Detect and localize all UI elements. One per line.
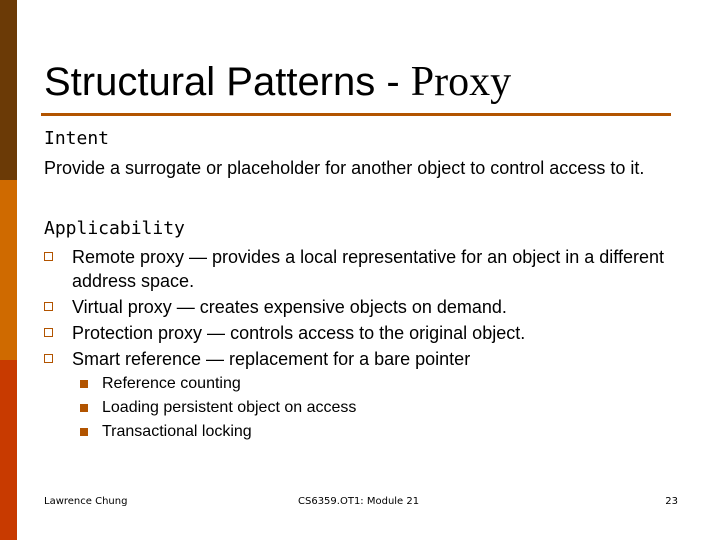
applicability-heading: Applicability [44,218,185,239]
sub-list-item-text: Loading persistent object on access [102,399,357,416]
slide-title-main: Structural Patterns - [44,60,411,104]
sub-list-item-text: Transactional locking [102,423,252,440]
list-item-text: Remote proxy — provides a local representative for an object in a different address space. [72,247,664,291]
list-item-text: Smart reference — replacement for a bare pointer [72,349,471,369]
hollow-square-icon [44,302,53,311]
left-band-middle [0,180,17,360]
title-underline [41,113,671,116]
applicability-list [44,245,684,373]
footer-course: CS6359.OT1: Module 21 [298,496,420,507]
left-band-bottom [0,360,17,540]
sub-list-item [80,372,356,396]
filled-square-icon [80,428,88,436]
intent-text: Provide a surrogate or placeholder for another object to control access to it. [44,158,645,178]
list-item [44,245,684,293]
footer-page-number: 23 [665,496,678,507]
hollow-square-icon [44,354,53,363]
sub-list-item-text: Reference counting [102,375,241,392]
list-item [44,295,684,319]
slide-title-pattern: Proxy [410,59,512,105]
slide-title [44,58,511,106]
list-item-text: Virtual proxy — creates expensive objects on demand. [72,297,507,317]
filled-square-icon [80,404,88,412]
list-item-text: Protection proxy — controls access to the original object. [72,323,526,343]
smart-reference-sublist [80,372,356,444]
sub-list-item [80,420,356,444]
list-item [44,321,684,345]
hollow-square-icon [44,328,53,337]
left-band-top [0,0,17,180]
footer-author: Lawrence Chung [44,496,128,507]
intent-heading: Intent [44,128,110,149]
hollow-square-icon [44,252,53,261]
filled-square-icon [80,380,88,388]
list-item [44,347,684,371]
sub-list-item [80,396,356,420]
